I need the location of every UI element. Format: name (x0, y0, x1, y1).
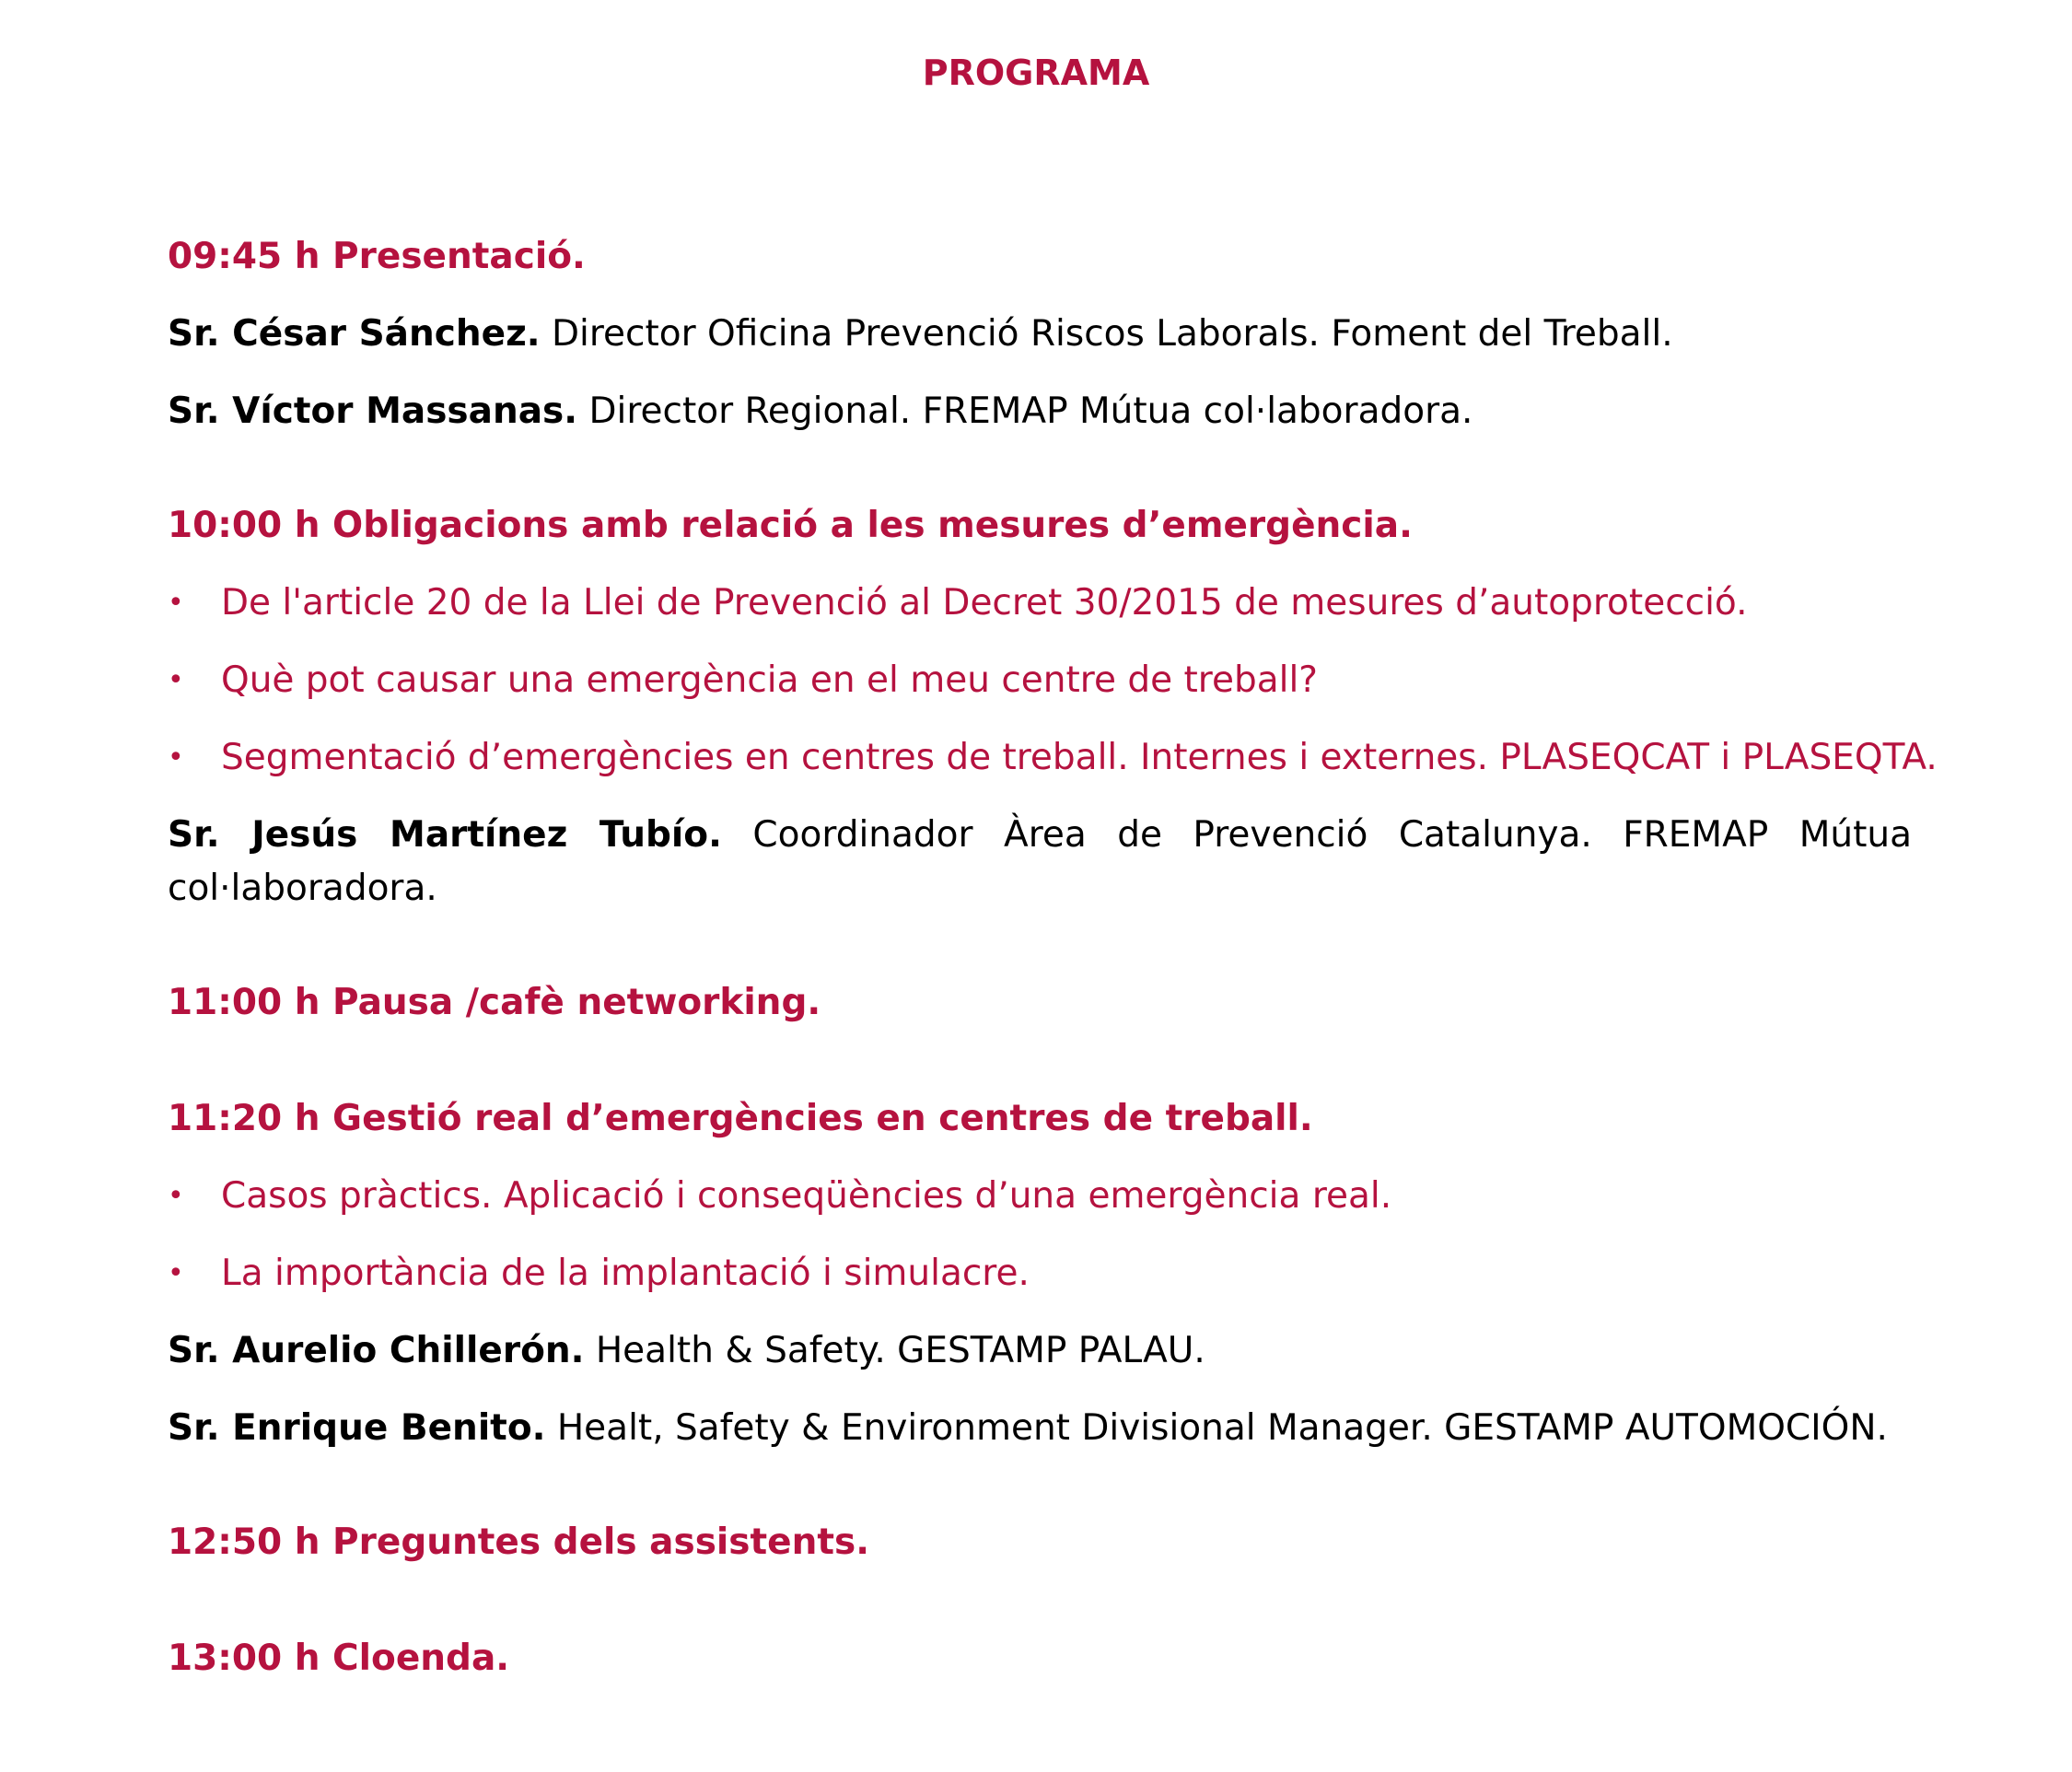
bullet-text: De l'article 20 de la Llei de Prevenció al Decret 30/2015 de mesures d’autoprotecció. (221, 582, 1748, 624)
speaker-line (168, 1324, 1912, 1378)
bullet-text: Què pot causar una emergència en el meu centre de treball? (221, 659, 1319, 701)
bullet-dot-icon: • (168, 1180, 184, 1212)
bullet-dot-icon: • (168, 587, 184, 619)
speaker-line (168, 809, 1912, 915)
page-title: PROGRAMA (922, 52, 1150, 93)
session-heading: 12:50 h Preguntes dels assistents. (168, 1521, 870, 1563)
speaker-role: Coordinador Àrea de Prevenció Catalunya. FREMAP Mútua col·laboradora. (168, 814, 1912, 909)
bullet-dot-icon: • (168, 741, 184, 774)
speaker-name: Sr. Aurelio Chillerón. (168, 1330, 585, 1371)
bullet-text: Segmentació d’emergències en centres de treball. Internes i externes. PLASEQCAT i PLASEQTA. (221, 737, 1938, 778)
speaker-line (168, 385, 1912, 438)
speaker-role: Healt, Safety & Environment Divisional Manager. GESTAMP AUTOMOCIÓN. (556, 1407, 1888, 1449)
speaker-role: Director Regional. FREMAP Mútua col·laboradora. (588, 391, 1473, 432)
speaker-line (168, 1402, 1912, 1455)
bullet-item (168, 737, 1938, 779)
speaker-name: Sr. Enrique Benito. (168, 1407, 546, 1449)
bullet-item (168, 1175, 1391, 1218)
speaker-role: Health & Safety. GESTAMP PALAU. (595, 1330, 1205, 1371)
bullet-dot-icon: • (168, 664, 184, 696)
session-heading: 09:45 h Presentació. (168, 236, 586, 277)
speaker-name: Sr. César Sánchez. (168, 313, 541, 355)
speaker-name: Sr. Víctor Massanas. (168, 391, 578, 432)
bullet-dot-icon: • (168, 1257, 184, 1289)
session-heading: 11:20 h Gestió real d’emergències en centres de treball. (168, 1098, 1313, 1139)
speaker-role: Director Oficina Prevenció Riscos Laborals. Foment del Treball. (540, 313, 1673, 355)
session-heading: 11:00 h Pausa /cafè networking. (168, 982, 821, 1023)
speaker-line (168, 308, 1912, 361)
session-heading: 10:00 h Obligacions amb relació a les mesures d’emergència. (168, 505, 1413, 546)
bullet-text: La importància de la implantació i simulacre. (221, 1253, 1030, 1294)
bullet-item (168, 582, 1748, 624)
session-heading: 13:00 h Cloenda. (168, 1638, 510, 1679)
bullet-text: Casos pràctics. Aplicació i conseqüències d’una emergència real. (221, 1175, 1392, 1217)
bullet-item (168, 659, 1318, 702)
bullet-item (168, 1253, 1030, 1295)
speaker-name: Sr. Jesús Martínez Tubío. (168, 814, 722, 856)
